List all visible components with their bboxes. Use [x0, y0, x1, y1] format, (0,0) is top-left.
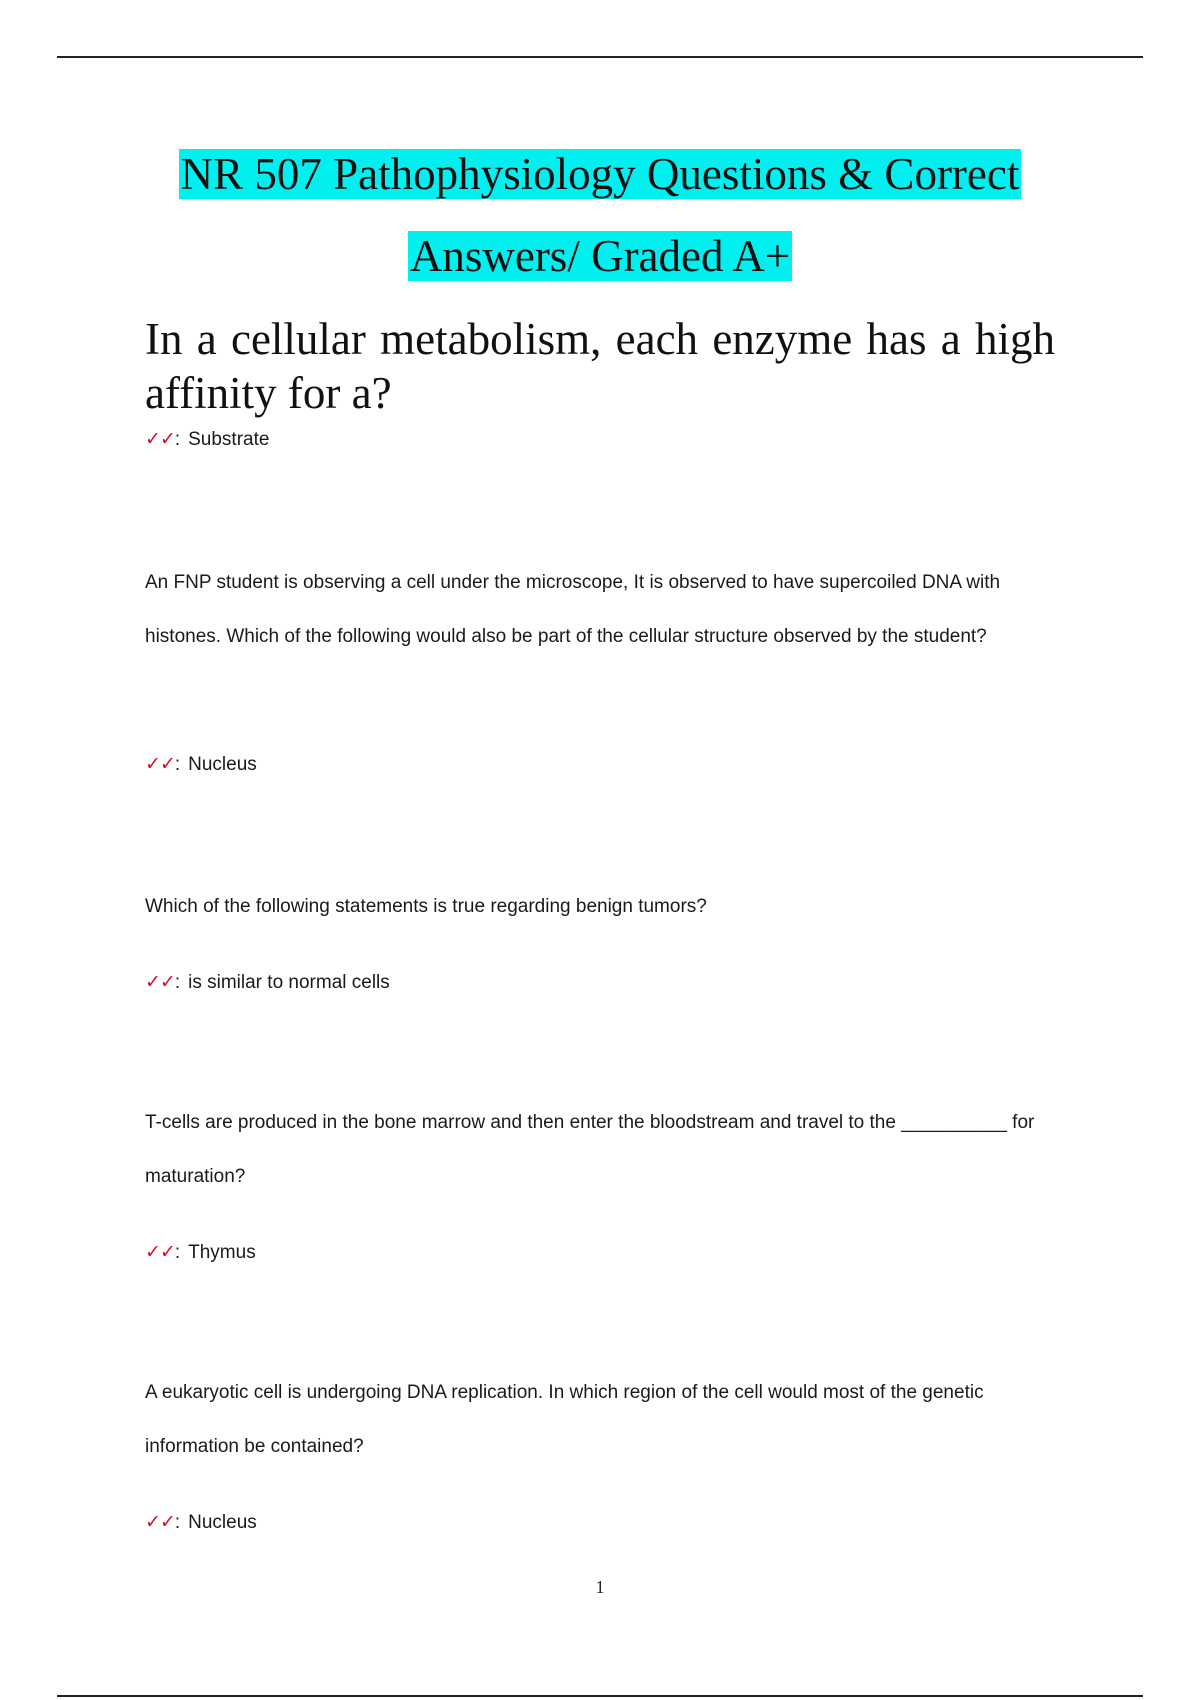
title-highlight-2: Answers/ Graded A+ — [409, 231, 791, 281]
answer-text: is similar to normal cells — [188, 972, 390, 993]
answer-text: Nucleus — [188, 1512, 257, 1533]
answer-2 — [145, 752, 257, 778]
page-number: 1 — [595, 1577, 605, 1597]
header-rule — [57, 56, 1143, 58]
double-check-icon: ✓✓ — [145, 1242, 175, 1263]
answer-text: Nucleus — [188, 754, 257, 775]
question-4: T-cells are produced in the bone marrow and then enter the bloodstream and travel to the __________ for maturation? — [145, 1112, 1035, 1187]
double-check-icon: ✓✓ — [145, 754, 175, 775]
double-check-icon: ✓✓ — [145, 1512, 175, 1533]
footer-rule — [57, 1695, 1143, 1697]
question-3: Which of the following statements is true regarding benign tumors? — [145, 896, 707, 917]
answer-1 — [145, 427, 269, 453]
answer-colon: : — [174, 429, 181, 450]
question-5: A eukaryotic cell is undergoing DNA replication. In which region of the cell would most of the genetic information be contained? — [145, 1382, 984, 1457]
title-highlight-1: NR 507 Pathophysiology Questions & Correct — [180, 149, 1020, 199]
answer-4 — [145, 1240, 256, 1266]
answer-text: Thymus — [188, 1242, 256, 1263]
document-title-line-2 — [0, 227, 1200, 285]
double-check-icon: ✓✓ — [145, 972, 175, 993]
double-check-icon: ✓✓ — [145, 429, 175, 450]
question-2: An FNP student is observing a cell under the microscope, It is observed to have supercoiled DNA with histones. Which of the following would also be part of the cellular structure observed by the student? — [145, 572, 1001, 647]
answer-colon: : — [174, 1512, 181, 1533]
answer-text: Substrate — [188, 429, 270, 450]
answer-colon: : — [174, 754, 181, 775]
answer-5 — [145, 1510, 257, 1536]
document-title-line-1 — [0, 145, 1200, 203]
answer-colon: : — [174, 972, 181, 993]
answer-colon: : — [174, 1242, 181, 1263]
question-1: In a cellular metabolism, each enzyme has a high affinity for a? — [145, 314, 1055, 418]
answer-3 — [145, 970, 390, 996]
